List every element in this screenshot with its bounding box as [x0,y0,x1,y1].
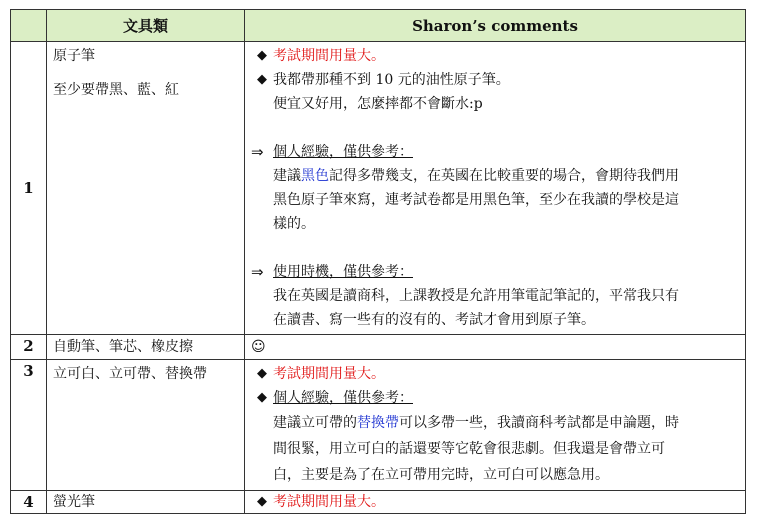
row-number: 4 [11,491,47,514]
comment-heading: 個人經驗，僅供參考： [273,144,413,160]
row-number: 1 [11,42,47,335]
comment-text: 考試期間用量大。 [273,48,385,64]
comment-cell [245,42,746,335]
comment-text: 便宜又好用，怎麼摔都不會斷水:p [273,96,483,112]
comment-heading: 使用時機，僅供參考： [273,264,413,280]
highlight-refill: 替換帶 [357,415,399,431]
comment-text: 黑色原子筆來寫，連考試卷都是用黑色筆，至少在我讀的學校是這 [273,192,679,208]
table-row [11,335,746,360]
comment-cell [245,335,746,360]
diamond-bullet-icon: ◆ [257,366,267,381]
comment-text: 白，主要是為了在立可帶用完時，立可白可以應急用。 [273,467,609,483]
comment-text: 建議黑色記得多帶幾支，在英國在比較重要的場合，會期待我們用 [273,168,679,184]
diamond-bullet-icon: ◆ [257,72,267,87]
header-category: 文具類 [47,10,245,42]
comment-text: 考試期間用量大。 [273,366,385,382]
item-name: 螢光筆 [47,491,245,514]
diamond-bullet-icon: ◆ [257,494,267,509]
item-name: 自動筆、筆芯、橡皮擦 [47,335,245,360]
comment-cell [245,491,746,514]
comment-text: 我在英國是讀商科，上課教授是允許用筆電記筆記的，平常我只有 [273,288,679,304]
header-number [11,10,47,42]
item-note: 至少要帶黑、藍、紅 [53,82,179,98]
item-name: 立可白、立可帶、替換帶 [47,360,245,491]
right-arrow-icon: ⇒ [251,143,264,161]
table-row [11,42,746,335]
comment-text: 我都帶那種不到 10 元的油性原子筆。 [273,72,510,88]
row-number: 2 [11,335,47,360]
comment-text: 在讀書、寫一些有的沒有的、考試才會用到原子筆。 [273,312,595,328]
item-name: 原子筆 [53,48,95,64]
table-row [11,360,746,491]
row-number: 3 [11,360,47,491]
comment-text: 間很緊，用立可白的話還要等它乾會很悲劇。但我還是會帶立可 [273,441,665,457]
header-row [11,10,746,42]
comment-text: 建議立可帶的替換帶可以多帶一些，我讀商科考試都是申論題，時 [273,415,679,431]
smiley-icon: ☺ [251,339,266,355]
table-row [11,491,746,514]
stationery-table [10,9,745,511]
diamond-bullet-icon: ◆ [257,390,267,405]
comment-cell [245,360,746,491]
comment-text: 樣的。 [273,216,315,232]
comment-text: 考試期間用量大。 [273,494,385,510]
item-cell [47,42,245,335]
diamond-bullet-icon: ◆ [257,48,267,63]
highlight-black: 黑色 [301,168,329,184]
right-arrow-icon: ⇒ [251,263,264,281]
header-comments: Sharon’s comments [245,10,746,42]
comment-heading: 個人經驗，僅供參考： [273,390,413,406]
